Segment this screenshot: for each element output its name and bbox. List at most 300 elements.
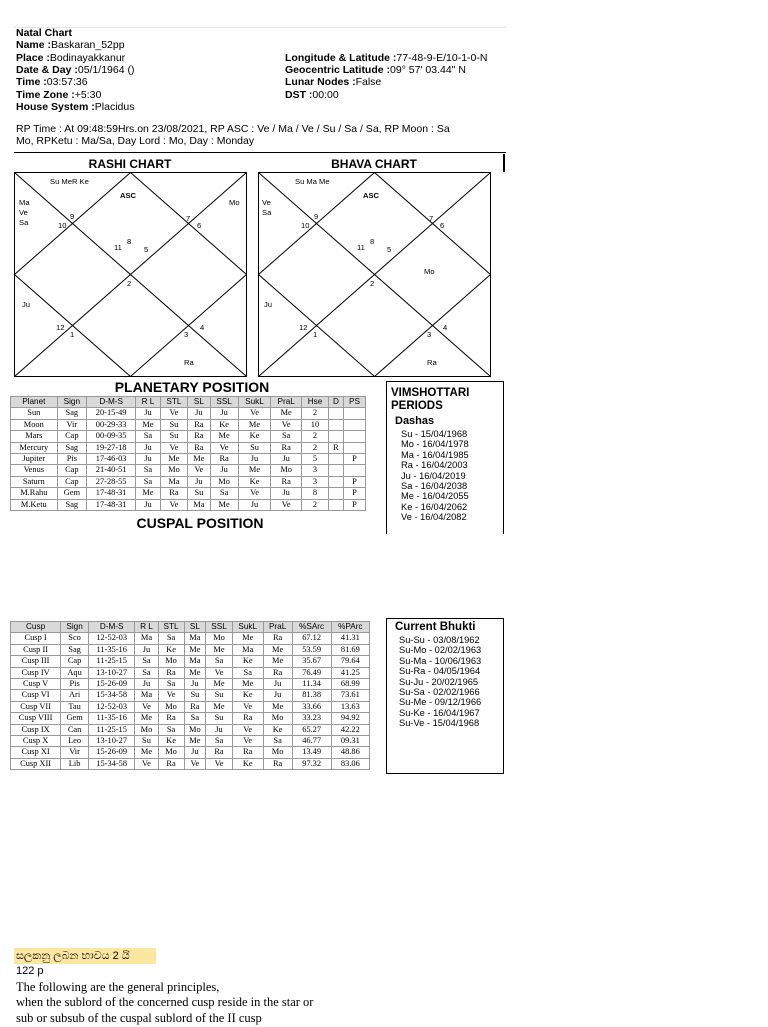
list-item: Ve - 16/04/2082 — [401, 512, 467, 523]
cuspal-header-cell: SSL — [206, 622, 233, 633]
table-cell: 76.49 — [292, 667, 331, 678]
table-cell: Su — [238, 442, 271, 453]
rashi-chart-title: RASHI CHART — [88, 157, 172, 171]
table-cell: 2 — [302, 431, 329, 442]
page-number: 122 p — [16, 965, 44, 977]
table-cell: 5 — [302, 454, 329, 465]
table-cell: Ju — [184, 679, 206, 690]
table-cell: Sa — [184, 713, 206, 724]
rashi-chart — [14, 172, 248, 378]
table-cell: Me — [184, 644, 206, 655]
table-cell: Ra — [263, 758, 292, 769]
table-cell: Me — [238, 419, 271, 430]
cuspal-header-cell: %PArc — [331, 622, 369, 633]
table-cell: Can — [61, 724, 89, 735]
table-cell: 2 — [302, 442, 329, 453]
cuspal-body — [11, 633, 370, 770]
table-cell: Cap — [57, 476, 86, 487]
table-cell: Ke — [232, 758, 263, 769]
table-cell: 11-25-15 — [88, 656, 134, 667]
table-cell: P — [343, 488, 365, 499]
table-cell: 12-52-03 — [88, 633, 134, 644]
planetary-header-row — [11, 397, 366, 408]
table-row — [11, 488, 366, 499]
planetary-header-cell: SSL — [210, 397, 238, 408]
table-row — [11, 454, 366, 465]
table-cell: Moon — [11, 419, 58, 430]
table-cell: Ra — [160, 488, 188, 499]
table-cell: Ju — [238, 454, 271, 465]
table-cell — [328, 454, 343, 465]
table-cell: Sa — [206, 656, 233, 667]
table-cell — [343, 408, 365, 419]
dst-line: DST :00:00 — [285, 89, 339, 101]
table-cell: 00-29-33 — [87, 419, 136, 430]
table-row — [11, 758, 370, 769]
table-cell: Gem — [57, 488, 86, 499]
list-item: Su-Sa - 02/02/1966 — [399, 687, 480, 698]
table-cell: 8 — [302, 488, 329, 499]
table-cell: Ju — [271, 454, 302, 465]
table-cell: Me — [206, 701, 233, 712]
table-cell: Me — [263, 656, 292, 667]
table-cell: 13-10-27 — [88, 736, 134, 747]
bhava-left-planet: Ju — [264, 300, 273, 309]
bhava-chart — [258, 172, 492, 378]
table-row — [11, 690, 370, 701]
table-cell: Sa — [206, 736, 233, 747]
table-row — [11, 419, 366, 430]
table-cell: 10 — [302, 419, 329, 430]
table-cell: Ve — [135, 701, 158, 712]
bhava-house-1: 1 — [313, 330, 318, 339]
table-cell: Ra — [188, 431, 210, 442]
planetary-header-cell: PraL — [271, 397, 302, 408]
table-cell: Pis — [61, 679, 89, 690]
table-cell: Ve — [206, 667, 233, 678]
table-cell: Ra — [263, 667, 292, 678]
table-cell: Cusp V — [11, 679, 61, 690]
table-cell: Ju — [136, 454, 160, 465]
table-cell: Sag — [57, 442, 86, 453]
list-item: Su - 15/04/1968 — [401, 429, 468, 439]
table-cell: Cusp XI — [11, 747, 61, 758]
table-cell: Ve — [271, 419, 302, 430]
table-cell: 53.59 — [292, 644, 331, 655]
table-cell: Sag — [57, 408, 86, 419]
table-cell: 41.25 — [331, 667, 369, 678]
table-cell: Cusp VI — [11, 690, 61, 701]
list-item: Su-Mo - 02/02/1963 — [399, 645, 482, 656]
table-cell: Me — [135, 713, 158, 724]
table-cell: Ju — [210, 465, 238, 476]
rashi-sa: Sa — [19, 218, 29, 227]
list-item: Su-Su - 03/08/1962 — [399, 635, 480, 645]
table-cell: Ra — [232, 747, 263, 758]
table-cell: 00-09-35 — [87, 431, 136, 442]
table-cell: Ve — [238, 488, 271, 499]
longitude-line: Longitude & Latitude :77-48-9-E/10-1-0-N — [285, 52, 488, 64]
table-cell: Aqu — [61, 667, 89, 678]
table-cell: Cusp X — [11, 736, 61, 747]
bhukti-title: Current Bhukti — [395, 621, 476, 633]
table-row — [11, 656, 370, 667]
rashi-bottom-planet: Ra — [184, 358, 194, 367]
table-cell: Ju — [135, 644, 158, 655]
list-item: Su-Me - 09/12/1966 — [399, 697, 482, 708]
table-cell: Ma — [232, 644, 263, 655]
table-cell: Me — [206, 679, 233, 690]
table-cell — [343, 465, 365, 476]
table-cell: Ra — [210, 454, 238, 465]
table-cell: Su — [160, 419, 188, 430]
table-cell: 3 — [302, 465, 329, 476]
table-cell: Me — [210, 499, 238, 510]
table-cell: Lib — [61, 758, 89, 769]
table-cell: Ju — [184, 747, 206, 758]
table-cell: Me — [184, 667, 206, 678]
table-cell: 48.86 — [331, 747, 369, 758]
table-cell: Ra — [158, 713, 184, 724]
table-cell: Ra — [263, 633, 292, 644]
table-cell: Vir — [57, 419, 86, 430]
table-cell: Me — [136, 488, 160, 499]
table-cell: Jupiter — [11, 454, 58, 465]
rp-line-1: RP Time : At 09:48:59Hrs.on 23/08/2021, RP ASC : Ve / Ma / Ve / Su / Sa / Sa, RP Moon : Sa — [16, 123, 450, 135]
table-cell — [328, 419, 343, 430]
table-cell — [328, 465, 343, 476]
table-cell: Cap — [61, 656, 89, 667]
rashi-house-11: 11 — [114, 243, 122, 252]
table-cell: Mo — [135, 724, 158, 735]
table-row — [11, 736, 370, 747]
table-cell: Mo — [263, 713, 292, 724]
list-item: Ra - 16/04/2003 — [401, 460, 468, 471]
table-row — [11, 701, 370, 712]
table-cell: Ve — [238, 408, 271, 419]
cuspal-header-cell: STL — [158, 622, 184, 633]
table-cell: Venus — [11, 465, 58, 476]
bhava-right-planet: Mo — [424, 267, 435, 276]
cuspal-header-cell: Sign — [61, 622, 89, 633]
table-cell: 79.64 — [331, 656, 369, 667]
planetary-header-cell: R L — [136, 397, 160, 408]
table-cell: Ra — [232, 713, 263, 724]
table-cell: Sa — [210, 488, 238, 499]
table-cell: Cusp I — [11, 633, 61, 644]
table-cell: 11-25-15 — [88, 724, 134, 735]
table-cell: Ju — [263, 690, 292, 701]
table-cell: Ju — [136, 499, 160, 510]
planetary-header-cell: D — [328, 397, 343, 408]
rashi-left-planet: Ju — [22, 300, 31, 309]
table-cell: Ke — [263, 724, 292, 735]
bhukti-box — [386, 618, 504, 774]
table-row — [11, 431, 366, 442]
table-cell: Cusp II — [11, 644, 61, 655]
table-cell: Sa — [158, 679, 184, 690]
table-cell — [328, 488, 343, 499]
table-cell: Ra — [271, 476, 302, 487]
table-cell: Ve — [184, 758, 206, 769]
table-cell: Mars — [11, 431, 58, 442]
table-cell: 11.34 — [292, 679, 331, 690]
rashi-house-10: 10 — [58, 221, 67, 230]
list-item: Me - 16/04/2055 — [401, 491, 469, 502]
table-cell: Ju — [136, 408, 160, 419]
table-row — [11, 633, 370, 644]
table-cell: Ke — [238, 431, 271, 442]
table-cell: Me — [263, 644, 292, 655]
table-cell: Ve — [210, 442, 238, 453]
table-cell: Ju — [206, 724, 233, 735]
table-cell: 27-28-55 — [87, 476, 136, 487]
table-cell: Ma — [184, 633, 206, 644]
cuspal-header-cell: Cusp — [11, 622, 61, 633]
table-cell: 83.06 — [331, 758, 369, 769]
table-cell: Mo — [158, 701, 184, 712]
table-cell: Ju — [188, 476, 210, 487]
table-cell: Ve — [232, 736, 263, 747]
table-cell: Mo — [210, 476, 238, 487]
table-cell: R — [328, 442, 343, 453]
geocentric-line: Geocentric Latitude :09° 57' 03.44" N — [285, 64, 466, 76]
table-cell — [328, 431, 343, 442]
place-line: Place :Bodinayakkanur — [16, 52, 126, 64]
table-cell: 19-27-18 — [87, 442, 136, 453]
table-cell: M.Ketu — [11, 499, 58, 510]
table-cell — [343, 419, 365, 430]
table-row — [11, 465, 366, 476]
table-cell: Me — [232, 679, 263, 690]
rashi-house-6: 6 — [197, 221, 202, 230]
bhava-house-8: 8 — [370, 237, 375, 246]
table-cell — [343, 431, 365, 442]
table-cell: Sa — [271, 431, 302, 442]
table-cell: Ke — [232, 656, 263, 667]
list-item: Ju - 16/04/2019 — [401, 470, 466, 481]
table-cell: Mo — [158, 747, 184, 758]
table-cell: Mo — [271, 465, 302, 476]
planetary-header-cell: Planet — [11, 397, 58, 408]
bhava-house-5: 5 — [387, 245, 392, 254]
bhava-bottom-planet: Ra — [427, 358, 437, 367]
table-cell: Mo — [206, 633, 233, 644]
table-cell: Ju — [271, 488, 302, 499]
top-divider — [14, 27, 506, 28]
timezone-line: Time Zone :+5:30 — [16, 89, 102, 101]
table-cell: Ve — [232, 701, 263, 712]
table-row — [11, 442, 366, 453]
table-cell: Ve — [232, 724, 263, 735]
table-cell: Sa — [136, 465, 160, 476]
cuspal-header-cell: SukL — [232, 622, 263, 633]
table-cell: Me — [210, 431, 238, 442]
table-cell: 73.61 — [331, 690, 369, 701]
table-cell: Vir — [61, 747, 89, 758]
table-cell: Sag — [57, 499, 86, 510]
table-cell: M.Rahu — [11, 488, 58, 499]
dashas-subtitle: Dashas — [395, 415, 435, 427]
table-cell: Ju — [210, 408, 238, 419]
table-cell: Ma — [160, 476, 188, 487]
cuspal-header-cell: D-M-S — [88, 622, 134, 633]
table-cell: Sco — [61, 633, 89, 644]
table-cell: 17-48-31 — [87, 488, 136, 499]
table-cell — [328, 408, 343, 419]
cuspal-header-cell: %SArc — [292, 622, 331, 633]
table-cell: 17-48-31 — [87, 499, 136, 510]
bhava-house-9: 9 — [314, 212, 319, 221]
sinhala-highlight: සලකනු ලබන භාවය 2 යි — [14, 948, 156, 964]
table-cell: Me — [263, 701, 292, 712]
table-cell: 68.99 — [331, 679, 369, 690]
bhava-house-3: 3 — [427, 330, 432, 339]
rashi-house-1: 1 — [70, 330, 75, 339]
table-cell: Su — [184, 690, 206, 701]
bhava-chart-title: BHAVA CHART — [331, 157, 417, 171]
table-cell: Cusp IX — [11, 724, 61, 735]
bhava-house-2: 2 — [370, 279, 375, 288]
natal-title: Natal Chart — [16, 27, 73, 39]
table-cell: 2 — [302, 408, 329, 419]
dasha-list — [401, 429, 503, 523]
table-cell: Me — [136, 419, 160, 430]
bhava-asc-label: ASC — [363, 191, 380, 200]
table-cell: 12-52-03 — [88, 701, 134, 712]
table-cell: Ke — [158, 644, 184, 655]
table-cell: 09.31 — [331, 736, 369, 747]
list-item: Ke - 16/04/2062 — [401, 501, 468, 512]
table-cell: Ke — [238, 476, 271, 487]
table-cell: Ve — [158, 690, 184, 701]
table-cell: Cap — [57, 431, 86, 442]
table-cell: Me — [206, 644, 233, 655]
table-cell: Ma — [135, 633, 158, 644]
planetary-table — [10, 396, 366, 511]
table-cell: P — [343, 499, 365, 510]
table-cell: Sa — [158, 633, 184, 644]
table-cell: 13.49 — [292, 747, 331, 758]
table-cell: Su — [206, 690, 233, 701]
table-cell: 42.22 — [331, 724, 369, 735]
table-cell: 13.63 — [331, 701, 369, 712]
table-cell: Cusp IV — [11, 667, 61, 678]
table-cell: Sag — [61, 644, 89, 655]
list-item: Su-Ke - 16/04/1967 — [399, 707, 480, 718]
table-cell: Ve — [160, 442, 188, 453]
cuspal-header-cell: PraL — [263, 622, 292, 633]
table-cell: Me — [232, 633, 263, 644]
table-cell: 81.69 — [331, 644, 369, 655]
cuspal-table — [10, 621, 370, 770]
table-cell: Ve — [160, 499, 188, 510]
table-cell: Tau — [61, 701, 89, 712]
bhava-top-planets: Su Ma Me — [295, 177, 330, 186]
planetary-header-cell: SukL — [238, 397, 271, 408]
bhava-house-10: 10 — [301, 221, 310, 230]
table-cell — [343, 442, 365, 453]
rashi-house-2: 2 — [127, 279, 132, 288]
table-cell: Ke — [232, 690, 263, 701]
planetary-header-cell: STL — [160, 397, 188, 408]
bhava-sa: Sa — [262, 208, 272, 217]
table-cell: 33.66 — [292, 701, 331, 712]
bhava-ve: Ve — [262, 198, 271, 207]
table-cell: Sa — [135, 656, 158, 667]
table-cell: Su — [135, 736, 158, 747]
bhukti-list — [399, 635, 503, 729]
rashi-house-12: 12 — [56, 323, 65, 332]
table-cell: Ve — [271, 499, 302, 510]
table-cell: 65.27 — [292, 724, 331, 735]
cuspal-header-cell: R L — [135, 622, 158, 633]
bhava-house-12: 12 — [299, 323, 308, 332]
rashi-house-8: 8 — [127, 237, 132, 246]
table-cell: Su — [206, 713, 233, 724]
table-cell: Sa — [136, 476, 160, 487]
periods-title: PERIODS — [391, 400, 443, 412]
vimshottari-box — [386, 381, 504, 534]
table-cell: Su — [160, 431, 188, 442]
table-row — [11, 679, 370, 690]
rp-line-2: Mo, RPKetu : Ma/Sa, Day Lord : Mo, Day : Monday — [16, 135, 255, 148]
table-cell: 21-40-51 — [87, 465, 136, 476]
list-item: Su-Ju - 20/02/1965 — [399, 676, 479, 687]
table-cell: Ke — [158, 736, 184, 747]
table-cell: 33.23 — [292, 713, 331, 724]
table-cell: Me — [238, 465, 271, 476]
rashi-asc-label: ASC — [120, 191, 137, 200]
table-cell: 11-35-16 — [88, 644, 134, 655]
table-cell: Ve — [160, 408, 188, 419]
planetary-position-title: PLANETARY POSITION — [114, 379, 270, 395]
table-cell: Ra — [184, 701, 206, 712]
vimshottari-title: VIMSHOTTARI — [391, 387, 470, 399]
cuspal-position-title: CUSPAL POSITION — [136, 515, 264, 531]
table-cell: 2 — [302, 499, 329, 510]
table-cell: 46.77 — [292, 736, 331, 747]
rp-text — [16, 123, 508, 148]
table-cell: Ve — [206, 758, 233, 769]
table-cell: Ve — [188, 465, 210, 476]
table-cell: Sun — [11, 408, 58, 419]
table-cell: 94.92 — [331, 713, 369, 724]
body-line-1: The following are the general principles, — [16, 980, 220, 994]
table-cell: Cusp VII — [11, 701, 61, 712]
cuspal-header-cell: SL — [184, 622, 206, 633]
table-row — [11, 713, 370, 724]
table-cell: 15-34-58 — [88, 758, 134, 769]
table-cell: Ma — [184, 656, 206, 667]
table-cell: 15-26-09 — [88, 747, 134, 758]
header-divider — [14, 152, 506, 153]
rashi-right-planet: Mo — [229, 198, 240, 207]
table-cell: Mo — [263, 747, 292, 758]
table-cell: 11-35-16 — [88, 713, 134, 724]
table-cell: Me — [160, 454, 188, 465]
table-cell: Leo — [61, 736, 89, 747]
table-cell: Sa — [135, 667, 158, 678]
table-row — [11, 499, 366, 510]
table-cell: Ra — [271, 442, 302, 453]
planetary-body — [11, 408, 366, 511]
rashi-house-3: 3 — [184, 330, 189, 339]
list-item: Su-Ra - 04/05/1964 — [399, 666, 481, 677]
table-cell: Ju — [188, 408, 210, 419]
list-item: Mo - 16/04/1978 — [401, 439, 469, 450]
table-cell: Cusp XII — [11, 758, 61, 769]
